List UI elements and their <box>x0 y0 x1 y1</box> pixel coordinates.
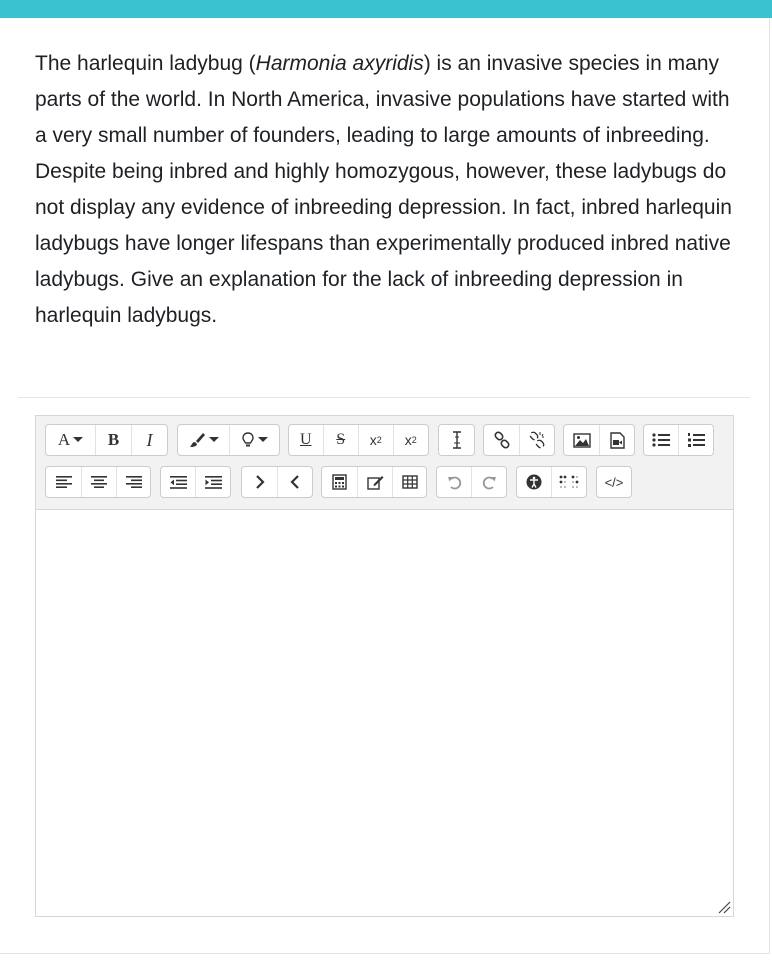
align-left-button[interactable] <box>46 467 82 497</box>
numbered-list-button[interactable] <box>679 425 713 455</box>
paintbrush-icon <box>188 432 206 448</box>
undo-icon <box>447 475 462 490</box>
table-button[interactable] <box>393 467 426 497</box>
accessibility-checker-button[interactable] <box>517 467 552 497</box>
image-icon <box>573 433 591 448</box>
toolbar-group-align <box>45 466 151 498</box>
toolbar-group-media <box>563 424 635 456</box>
align-right-icon <box>126 476 142 488</box>
outdent-button[interactable] <box>161 467 196 497</box>
text-cursor-icon <box>451 431 463 449</box>
strikethrough-button[interactable] <box>324 425 360 455</box>
link-icon <box>493 431 511 449</box>
background-color-button[interactable] <box>230 425 279 455</box>
undo-button[interactable] <box>437 467 472 497</box>
toolbar-group-direction <box>241 466 313 498</box>
align-center-icon <box>91 476 107 488</box>
italic-label: I <box>146 429 153 450</box>
code-icon: </> <box>604 474 624 490</box>
chevron-left-icon <box>290 475 300 489</box>
unlink-button[interactable] <box>520 425 554 455</box>
rtl-button[interactable] <box>278 467 312 497</box>
subscript-button[interactable] <box>359 425 394 455</box>
divider <box>18 397 750 398</box>
superscript-base: x <box>404 432 412 448</box>
strikethrough-label: S <box>336 431 346 448</box>
redo-button[interactable] <box>472 467 506 497</box>
question-text-after: ) is an invasive species in many parts of the world. In North America, invasive populations have started with a very small number of founders, leading to large amounts of inbreeding. Despite being inbred and highly homozygous, however, these ladybugs do not display any evidence of inbreeding depression. In fact, inbred harlequin ladybugs have longer lifespans than experimentally produced inbred native ladybugs. Give an explanation for the lack of inbreeding depression in harlequin ladybugs. <box>35 52 732 327</box>
answer-text-area[interactable] <box>36 509 733 916</box>
indent-button[interactable] <box>196 467 230 497</box>
toolbar-group-a11y <box>516 466 587 498</box>
italic-button[interactable] <box>132 425 167 455</box>
bullet-list-button[interactable] <box>644 425 679 455</box>
caret-down-icon <box>209 437 219 443</box>
ltr-button[interactable] <box>242 467 278 497</box>
font-color-button[interactable] <box>178 425 230 455</box>
html-source-button[interactable] <box>597 467 631 497</box>
species-name: Harmonia axyridis <box>255 52 424 75</box>
toolbar-group-history <box>436 466 507 498</box>
insert-image-button[interactable] <box>564 425 600 455</box>
screenreader-helper-button[interactable] <box>552 467 586 497</box>
bold-label: B <box>107 430 120 449</box>
calculator-icon <box>332 474 347 490</box>
table-icon <box>402 475 418 489</box>
question-text <box>35 46 735 334</box>
toolbar-group-lists <box>643 424 714 456</box>
font-label: A <box>57 430 71 449</box>
superscript-index: 2 <box>411 435 417 445</box>
editor-toolbar <box>36 416 733 510</box>
indent-icon <box>205 476 222 489</box>
braille-icon <box>559 475 579 489</box>
subscript-index: 2 <box>376 435 382 445</box>
outdent-icon <box>170 476 187 489</box>
resize-handle-icon[interactable] <box>717 900 731 914</box>
subscript-base: x <box>369 432 377 448</box>
align-right-button[interactable] <box>117 467 150 497</box>
special-character-button[interactable] <box>358 467 393 497</box>
answer-editor <box>35 415 734 917</box>
bullet-list-icon <box>652 433 670 447</box>
align-center-button[interactable] <box>82 467 117 497</box>
toolbar-group-text <box>45 424 168 456</box>
numbered-list-icon <box>687 432 705 448</box>
toolbar-group-indent <box>160 466 231 498</box>
caret-down-icon <box>73 437 83 443</box>
superscript-button[interactable] <box>394 425 429 455</box>
underline-button[interactable] <box>289 425 324 455</box>
unlink-icon <box>528 431 546 449</box>
bold-button[interactable] <box>96 425 132 455</box>
link-button[interactable] <box>484 425 520 455</box>
accessibility-icon <box>526 474 542 490</box>
toolbar-group-color <box>177 424 280 456</box>
toolbar-group-clear <box>438 424 475 456</box>
edit-icon <box>367 475 384 490</box>
chevron-right-icon <box>255 475 265 489</box>
equation-button[interactable] <box>322 467 358 497</box>
caret-down-icon <box>258 437 268 443</box>
font-size-button[interactable] <box>46 425 96 455</box>
lightbulb-icon <box>242 432 254 448</box>
toolbar-group-insert <box>321 466 427 498</box>
toolbar-group-links <box>483 424 555 456</box>
question-text-before: The harlequin ladybug ( <box>35 52 256 75</box>
underline-label: U <box>299 431 312 448</box>
align-left-icon <box>56 476 72 488</box>
accent-bar <box>0 0 772 18</box>
media-file-icon <box>610 432 625 449</box>
clear-formatting-button[interactable] <box>439 425 474 455</box>
toolbar-group-html <box>596 466 632 498</box>
insert-media-button[interactable] <box>600 425 634 455</box>
redo-icon <box>482 475 497 490</box>
toolbar-group-format <box>288 424 429 456</box>
